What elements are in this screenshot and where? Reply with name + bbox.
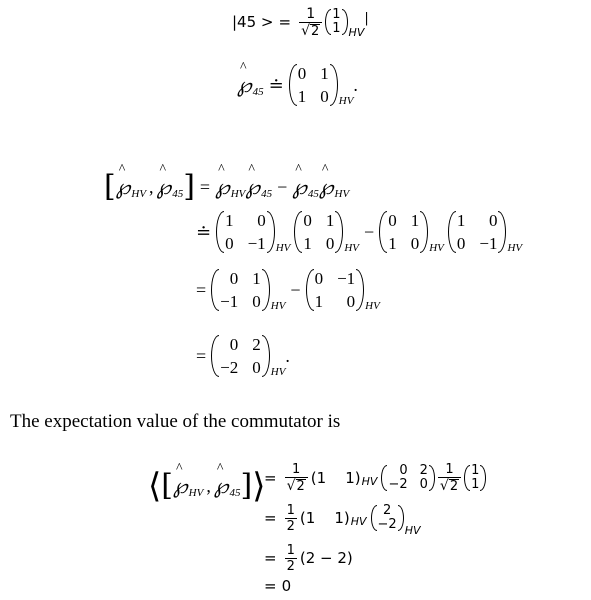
- operator-subscript: 45: [252, 86, 264, 98]
- matrix-entry: 0: [314, 269, 324, 288]
- comma: ,: [149, 176, 154, 197]
- commutator-step-3: [196, 330, 290, 382]
- expectation-text: The expectation value of the commutator is: [10, 411, 341, 432]
- ket-45: |45 >: [232, 13, 274, 31]
- operator-subscript: HV: [230, 188, 246, 200]
- fraction-denominator: [299, 22, 322, 38]
- operator-matrix: [289, 63, 338, 107]
- sqrt-argument: 2: [449, 479, 459, 494]
- relation-sign: =: [264, 469, 277, 487]
- operator-subscript: 45: [172, 188, 184, 200]
- minus-sign: −: [277, 176, 288, 197]
- matrix-entry: 0: [229, 335, 239, 354]
- fraction-numerator: 1: [445, 462, 454, 477]
- operator-symbol: ^ ℘: [173, 474, 188, 499]
- fraction-numerator: 1: [306, 5, 316, 22]
- matrix: [381, 464, 434, 492]
- close-bracket: ]: [240, 468, 253, 503]
- matrix-entry: −1: [220, 292, 239, 311]
- expectation-step-4: [264, 576, 291, 596]
- operator-symbol: ^ ℘: [214, 474, 229, 499]
- matrix-entry: −2: [220, 358, 239, 377]
- row-vector: (1 1): [310, 469, 361, 487]
- vector-entry: 2: [382, 503, 392, 518]
- matrix-entry: 0: [320, 87, 329, 106]
- sqrt-argument: 2: [296, 479, 305, 494]
- comma: ,: [206, 475, 211, 496]
- relation-sign: ≐: [268, 74, 284, 95]
- operator-symbol: ^ ℘: [237, 73, 252, 98]
- matrix-entry: 0: [252, 292, 261, 311]
- minus-sign: −: [290, 279, 301, 300]
- fraction-one-over-root-two: [438, 463, 461, 493]
- matrix-entry: 0: [252, 358, 261, 377]
- matrix: [306, 268, 365, 312]
- matrix-entry: 1: [388, 234, 397, 253]
- basis-subscript: HV: [507, 242, 523, 254]
- expectation-step-1: [264, 456, 486, 500]
- fraction-denominator: 2: [286, 558, 295, 574]
- basis-subscript: HV: [350, 514, 367, 528]
- matrix-entry: 1: [297, 87, 307, 106]
- sqrt-sign: √: [439, 478, 449, 494]
- operator-subscript: 45: [229, 487, 241, 499]
- matrix-entry: 0: [399, 463, 408, 478]
- basis-subscript: HV: [270, 366, 286, 378]
- left-angle-bracket: ⟨: [148, 466, 162, 506]
- commutator-step-2: [196, 264, 380, 316]
- period: .: [285, 345, 290, 366]
- column-vector: [464, 464, 486, 492]
- fraction-one-over-root-two: [299, 7, 322, 38]
- difference-expression: (2 − 2): [299, 549, 353, 567]
- matrix-entry: 1: [225, 211, 234, 230]
- period: .: [353, 74, 358, 95]
- matrix-entry: 0: [325, 234, 335, 253]
- operator-symbol: ^ ℘: [116, 175, 131, 200]
- matrix-entry: 1: [303, 234, 312, 253]
- sqrt-sign: √: [301, 22, 310, 39]
- matrix-entry: 0: [297, 64, 307, 83]
- matrix-entry: 1: [456, 211, 466, 230]
- fraction-one-half: [285, 544, 297, 573]
- matrix-entry: −1: [247, 234, 266, 253]
- operator-symbol: ^ ℘: [245, 175, 260, 200]
- fraction-denominator: 2: [286, 518, 295, 534]
- basis-subscript: HV: [404, 523, 421, 537]
- vector-entry: 1: [332, 21, 341, 36]
- matrix: [294, 210, 343, 254]
- basis-subscript: HV: [338, 95, 354, 107]
- matrix: [216, 210, 275, 254]
- matrix-entry: 1: [320, 64, 329, 83]
- operator-symbol: ^ ℘: [157, 175, 172, 200]
- relation-sign: =: [264, 509, 277, 527]
- matrix-entry: 1: [314, 292, 324, 311]
- vector-entry: 1: [471, 477, 480, 492]
- fraction-numerator: 1: [292, 462, 301, 477]
- matrix-entry: 0: [388, 211, 397, 230]
- ket-45-definition: [232, 0, 369, 44]
- fraction-numerator: 1: [286, 502, 295, 518]
- operator-subscript: HV: [334, 188, 350, 200]
- basis-subscript: HV: [344, 242, 360, 254]
- matrix-entry: 2: [419, 463, 428, 478]
- fraction-one-over-root-two: [285, 463, 308, 493]
- matrix-entry: 0: [456, 234, 466, 253]
- expectation-step-3: [264, 540, 353, 576]
- expectation-sentence: [10, 409, 340, 435]
- basis-subscript: HV: [270, 300, 286, 312]
- right-angle-bracket: ⟩: [252, 466, 266, 506]
- operator-subscript: 45: [307, 188, 319, 200]
- operator-symbol: ^ ℘: [292, 175, 307, 200]
- vector-entry: −2: [377, 517, 397, 532]
- open-bracket: [: [161, 468, 173, 503]
- matrix-entry: 0: [229, 269, 239, 288]
- operator-45-definition: [237, 60, 358, 110]
- matrix-entry: 0: [346, 292, 356, 311]
- row-vector: (1 1): [299, 509, 350, 527]
- relation-sign: ≐: [196, 221, 212, 242]
- equals-sign: =: [199, 176, 211, 197]
- operator-subscript: 45: [261, 188, 273, 200]
- operator-symbol: ^ ℘: [319, 175, 334, 200]
- open-bracket: [: [104, 169, 116, 204]
- matrix-entry: −2: [388, 477, 408, 492]
- fraction-one-half: [285, 504, 297, 533]
- basis-subscript: HV: [348, 25, 365, 39]
- matrix-entry: 0: [410, 234, 420, 253]
- minus-sign: −: [364, 221, 375, 242]
- matrix-entry: 0: [257, 211, 266, 230]
- result-value: 0: [281, 577, 292, 595]
- operator-symbol: ^ ℘: [215, 175, 230, 200]
- basis-subscript: HV: [429, 242, 444, 254]
- basis-subscript: HV: [365, 300, 380, 312]
- fraction-denominator: [438, 477, 461, 493]
- matrix: [379, 210, 428, 254]
- commutator-step-1: [196, 206, 522, 258]
- expectation-step-2: [264, 498, 421, 538]
- matrix-entry: 0: [419, 477, 428, 492]
- trailing-bar: |: [364, 10, 369, 26]
- matrix-entry: −1: [337, 269, 356, 288]
- vector-entry: 1: [332, 7, 341, 22]
- matrix: [211, 334, 270, 378]
- matrix: [448, 210, 507, 254]
- matrix-entry: 1: [252, 269, 261, 288]
- matrix-entry: 0: [225, 234, 234, 253]
- matrix-entry: 2: [252, 335, 261, 354]
- operator-subscript: HV: [131, 188, 147, 200]
- vector-entry: 1: [471, 463, 480, 478]
- column-vector: [325, 8, 347, 36]
- matrix-entry: 1: [410, 211, 420, 230]
- commutator-definition: [104, 170, 349, 204]
- relation-sign: =: [196, 279, 207, 300]
- sqrt-sign: √: [286, 478, 296, 494]
- equals-sign: =: [278, 13, 292, 31]
- fraction-numerator: 1: [286, 542, 295, 558]
- basis-subscript: HV: [361, 474, 378, 488]
- matrix-entry: 1: [325, 211, 335, 230]
- column-vector: [371, 504, 404, 532]
- relation-sign: =: [196, 345, 207, 366]
- matrix-entry: 0: [303, 211, 312, 230]
- fraction-denominator: [285, 477, 308, 493]
- relation-sign: =: [264, 577, 277, 595]
- matrix-entry: 0: [488, 211, 498, 230]
- basis-subscript: HV: [275, 242, 291, 254]
- operator-subscript: HV: [188, 487, 204, 499]
- matrix-entry: −1: [479, 234, 498, 253]
- expectation-lhs: [148, 466, 265, 506]
- close-bracket: ]: [183, 169, 195, 204]
- matrix: [211, 268, 270, 312]
- relation-sign: =: [264, 549, 277, 567]
- sqrt-argument: 2: [310, 23, 320, 39]
